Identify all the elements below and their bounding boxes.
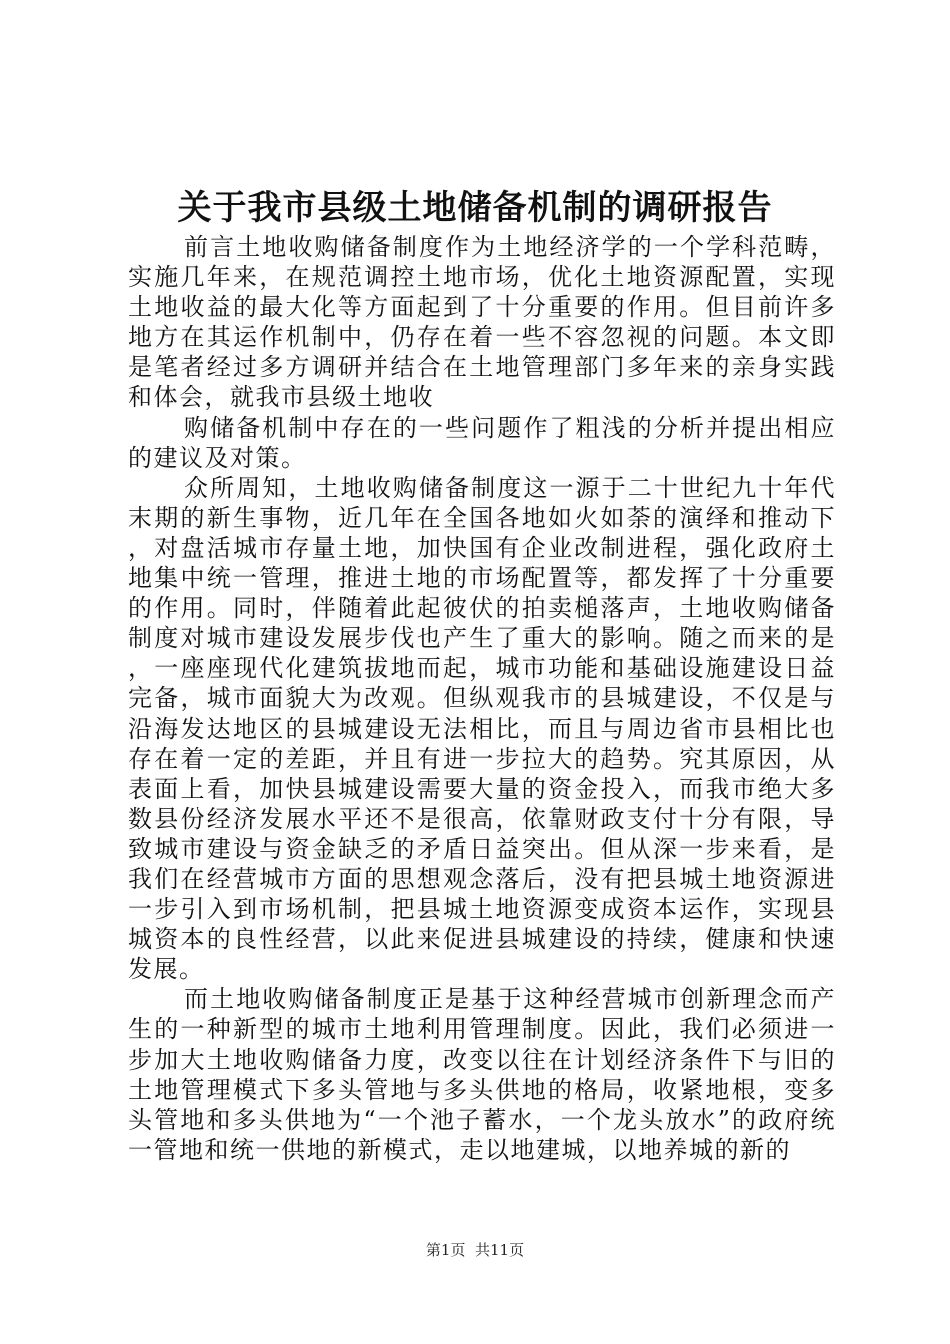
paragraph-intro: 前言土地收购储备制度作为土地经济学的一个学科范畴，实施几年来，在规范调控土地市场，优化土地资源配置，实现土地收益的最大化等方面起到了十分重要的作用。但目前许多地方在其运作机制中，仍存在着一些不容忽视的问题。本文即是笔者经过多方调研并结合在土地管理部门多年来的亲身实践和体会，就我市县级土地收 <box>128 233 836 412</box>
paragraph-intro-continued: 购储备机制中存在的一些问题作了粗浅的分析并提出相应的建议及对策。 <box>128 413 836 472</box>
document-body <box>128 232 836 1165</box>
page-number: 第1页 <box>425 1241 466 1259</box>
page-total: 共11页 <box>475 1241 525 1259</box>
paragraph-background: 众所周知，土地收购储备制度这一源于二十世纪九十年代末期的新生事物，近几年在全国各地如火如荼的演绎和推动下，对盘活城市存量土地，加快国有企业改制进程，强化政府土地集中统一管理，推进土地的市场配置等，都发挥了十分重要的作用。同时，伴随着此起彼伏的拍卖槌落声，土地收购储备制度对城市建设发展步伐也产生了重大的影响。随之而来的是，一座座现代化建筑拔地而起，城市功能和基础设施建设日益完备，城市面貌大为改观。但纵观我市的县城建设，不仅是与沿海发达地区的县城建设无法相比，而且与周边省市县相比也存在着一定的差距，并且有进一步拉大的趋势。究其原因，从表面上看，加快县城建设需要大量的资金投入，而我市绝大多数县份经济发展水平还不是很高，依靠财政支付十分有限，导致城市建设与资金缺乏的矛盾日益突出。但从深一步来看，是我们在经营城市方面的思想观念落后，没有把县城土地资源进一步引入到市场机制，把县城土地资源变成资本运作，实现县城资本的良性经营，以此来促进县城建设的持续，健康和快速发展。 <box>128 473 836 984</box>
page-footer <box>0 1240 950 1260</box>
document-title: 关于我市县级土地储备机制的调研报告 <box>177 188 773 228</box>
paragraph-reform: 而土地收购储备制度正是基于这种经营城市创新理念而产生的一种新型的城市土地利用管理制度。因此，我们必须进一步加大土地收购储备力度，改变以往在计划经济条件下与旧的土地管理模式下多头管地与多头供地的格局，收紧地根，变多头管地和多头供地为“一个池子蓄水，一个龙头放水”的政府统一管地和统一供地的新模式，走以地建城，以地养城的新的 <box>128 985 836 1164</box>
